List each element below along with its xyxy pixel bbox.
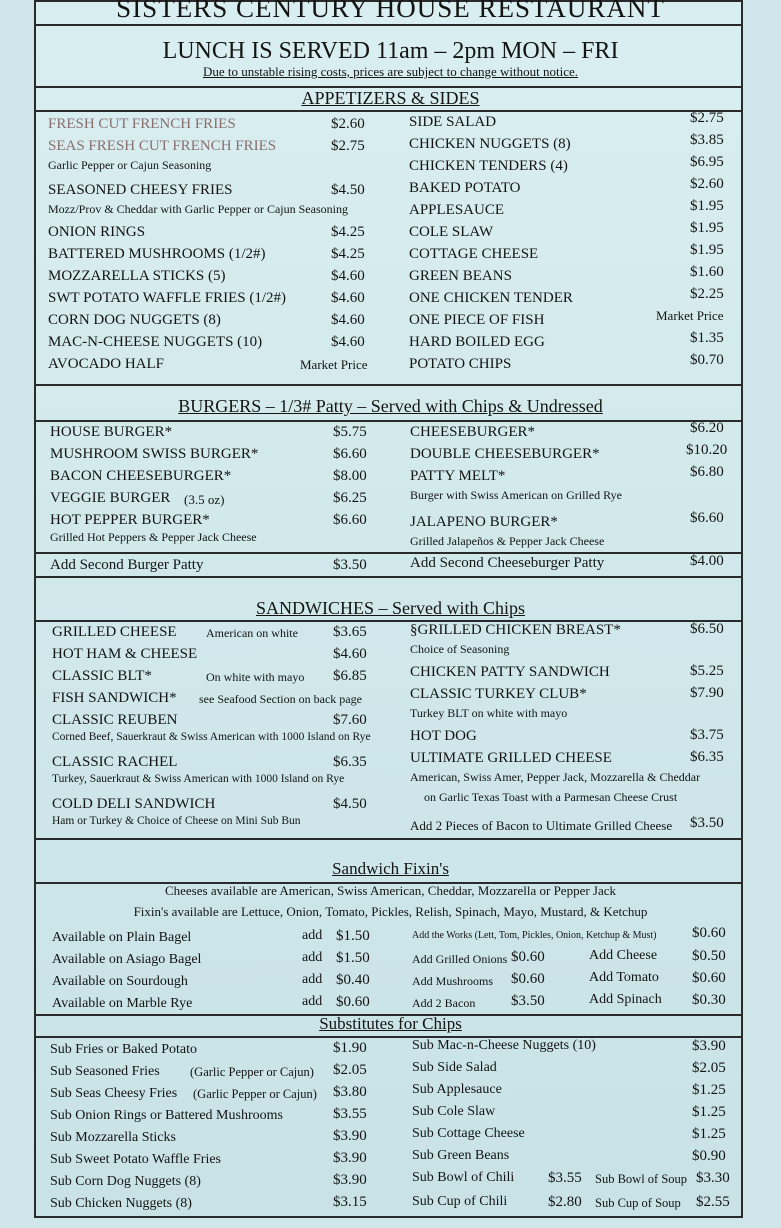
add-on-price: $0.30 [692, 992, 726, 1008]
menu-item-name: GRILLED CHEESE [52, 624, 177, 640]
bread-option-add: add [302, 994, 323, 1009]
add-on-name: Add 2 Bacon [412, 996, 476, 1010]
substitute-name: Sub Green Beans [412, 1148, 510, 1163]
menu-item-name: AVOCADO HALF [48, 356, 164, 372]
menu-item-price: $4.25 [331, 246, 365, 262]
menu-item-price: $6.60 [690, 510, 724, 526]
bread-option-price: $0.60 [336, 994, 370, 1010]
chili-price: $3.55 [548, 1170, 582, 1186]
menu-item-name: COLD DELI SANDWICH [52, 796, 216, 812]
substitute-name: Sub Onion Rings or Battered Mushrooms [50, 1108, 283, 1123]
menu-item-price: $1.95 [690, 220, 724, 236]
menu-item-name: FRESH CUT FRENCH FRIES [48, 116, 236, 132]
add-on-price: $0.60 [692, 970, 726, 986]
menu-item-price: $5.75 [333, 424, 367, 440]
menu-item-description: Mozz/Prov & Cheddar with Garlic Pepper or Cajun Seasoning [48, 202, 348, 216]
menu-item-name: HOT HAM & CHEESE [52, 646, 198, 662]
substitute-name: Sub Corn Dog Nuggets (8) [50, 1174, 201, 1189]
cheeses-available: Cheeses available are American, Swiss American, Cheddar, Mozzarella or Pepper Jack [164, 883, 617, 898]
substitute-name: Sub Side Salad [412, 1060, 497, 1075]
menu-item-name: Add 2 Pieces of Bacon to Ultimate Grilled Cheese [410, 818, 673, 833]
chili-name: Sub Cup of Chili [412, 1194, 508, 1209]
bread-option-add: add [302, 950, 323, 965]
add-burger-patty: Add Second Burger Patty [50, 557, 204, 573]
appetizers-title: APPETIZERS & SIDES [301, 88, 480, 108]
menu-item-name: VEGGIE BURGER [50, 490, 171, 506]
menu-item-price: Market Price [300, 357, 368, 372]
menu-item-price: $4.60 [331, 334, 365, 350]
menu-item-price: $6.50 [690, 621, 724, 637]
add-on-name: Add Tomato [589, 970, 659, 985]
soup-name: Sub Cup of Soup [595, 1196, 681, 1210]
menu-item-name: MUSHROOM SWISS BURGER* [50, 446, 259, 462]
substitute-name: Sub Fries or Baked Potato [50, 1042, 197, 1057]
menu-item-name: ULTIMATE GRILLED CHEESE [410, 750, 612, 766]
sandwiches-title: SANDWICHES – Served with Chips [256, 598, 525, 618]
menu-item-name: SEAS FRESH CUT FRENCH FRIES [48, 138, 277, 154]
menu-item-name: HOT DOG [410, 728, 477, 744]
substitutes-title: Substitutes for Chips [319, 1014, 462, 1033]
menu-item-name: BATTERED MUSHROOMS (1/2#) [48, 246, 266, 262]
menu-item-price: $10.20 [686, 442, 728, 458]
menu-item-price: $1.95 [690, 198, 724, 214]
substitute-name: Sub Chicken Nuggets (8) [50, 1196, 192, 1211]
menu-item-note: American on white [206, 626, 298, 640]
menu-item-note: On white with mayo [206, 670, 305, 684]
menu-item-name: COTTAGE CHEESE [409, 246, 539, 262]
bread-option-price: $1.50 [336, 950, 370, 966]
add-on-name: Add Grilled Onions [412, 952, 508, 966]
bread-option-add: add [302, 928, 323, 943]
menu-item-description: Garlic Pepper or Cajun Seasoning [48, 158, 212, 172]
menu-item-price: $1.60 [690, 264, 724, 280]
substitute-price: $2.05 [333, 1062, 367, 1078]
menu-item-name: ONION RINGS [48, 224, 146, 240]
divider [36, 1036, 741, 1038]
soup-price: $3.30 [696, 1170, 730, 1186]
substitute-price: $0.90 [692, 1148, 726, 1164]
menu-item-name: JALAPENO BURGER* [410, 514, 558, 530]
bread-option-name: Available on Sourdough [52, 974, 188, 989]
fixins-title: Sandwich Fixin's [332, 859, 449, 878]
menu-item-price: $6.25 [333, 490, 367, 506]
substitute-price: $3.90 [692, 1038, 726, 1054]
menu-item-description: Grilled Jalapeños & Pepper Jack Cheese [410, 534, 605, 548]
divider [36, 110, 741, 112]
divider [36, 24, 741, 26]
menu-item-name: POTATO CHIPS [409, 356, 512, 372]
add-cheeseburger-patty: Add Second Cheeseburger Patty [410, 555, 605, 571]
menu-item-name: HARD BOILED EGG [409, 334, 545, 350]
menu-item-price: $2.60 [690, 176, 724, 192]
add-on-price: $0.60 [511, 949, 545, 965]
add-the-works-price: $0.60 [692, 925, 726, 941]
menu-item-name: MAC-N-CHEESE NUGGETS (10) [48, 334, 263, 350]
menu-item-price: $4.60 [331, 290, 365, 306]
bread-option-price: $0.40 [336, 972, 370, 988]
menu-item-description: American, Swiss Amer, Pepper Jack, Mozzarella & Cheddar [410, 770, 701, 784]
divider [36, 576, 741, 578]
chili-name: Sub Bowl of Chili [412, 1170, 515, 1185]
menu-item-price: $6.60 [333, 512, 367, 528]
substitute-price: $2.05 [692, 1060, 726, 1076]
menu-item-name: APPLESAUCE [409, 202, 505, 218]
menu-item-price: $4.60 [331, 312, 365, 328]
substitute-name: Sub Sweet Potato Waffle Fries [50, 1152, 222, 1167]
menu-item-price: $2.25 [690, 286, 724, 302]
substitute-price: $3.15 [333, 1194, 367, 1210]
substitute-price: $3.90 [333, 1150, 367, 1166]
substitute-price: $1.25 [692, 1082, 726, 1098]
menu-item-price: $1.95 [690, 242, 724, 258]
menu-item-name: SWT POTATO WAFFLE FRIES (1/2#) [48, 290, 286, 306]
bread-option-price: $1.50 [336, 928, 370, 944]
menu-item-price: Market Price [656, 308, 724, 323]
menu-item-name: BACON CHEESEBURGER* [50, 468, 232, 484]
menu-item-price: $6.95 [690, 154, 724, 170]
menu-item-name: CHICKEN NUGGETS (8) [409, 136, 571, 152]
bread-option-add: add [302, 972, 323, 987]
menu-sheet [34, 0, 743, 1218]
substitute-name: Sub Cottage Cheese [412, 1126, 525, 1141]
substitute-price: $1.25 [692, 1126, 726, 1142]
burgers-title: BURGERS – 1/3# Patty – Served with Chips & Undressed [178, 396, 603, 416]
restaurant-name: SISTERS CENTURY HOUSE RESTAURANT [116, 0, 665, 23]
soup-price: $2.55 [696, 1194, 730, 1210]
menu-item-note: see Seafood Section on back page [199, 692, 362, 706]
menu-item-name: CORN DOG NUGGETS (8) [48, 312, 221, 328]
menu-item-description: on Garlic Texas Toast with a Parmesan Cheese Crust [424, 790, 678, 804]
substitute-note: (Garlic Pepper or Cajun) [190, 1065, 314, 1079]
add-on-price: $3.50 [511, 993, 545, 1009]
menu-item-name: HOUSE BURGER* [50, 424, 173, 440]
menu-item-name: CLASSIC REUBEN [52, 712, 178, 728]
lunch-hours: LUNCH IS SERVED 11am – 2pm MON – FRI [162, 38, 619, 64]
add-on-price: $0.50 [692, 948, 726, 964]
add-on-name: Add Cheese [589, 948, 658, 963]
add-on-name: Add Mushrooms [412, 974, 494, 988]
substitute-price: $3.55 [333, 1106, 367, 1122]
bread-option-name: Available on Marble Rye [52, 996, 193, 1011]
add-burger-patty-price: $3.50 [333, 557, 367, 573]
menu-item-price: $3.85 [690, 132, 724, 148]
substitute-price: $3.80 [333, 1084, 367, 1100]
substitute-name: Sub Seas Cheesy Fries [50, 1086, 178, 1101]
substitute-name: Sub Applesauce [412, 1082, 502, 1097]
menu-item-description: Corned Beef, Sauerkraut & Swiss American with 1000 Island on Rye [52, 731, 371, 743]
menu-item-description: Choice of Seasoning [410, 642, 510, 656]
substitute-price: $1.25 [692, 1104, 726, 1120]
menu-item-name: ONE CHICKEN TENDER [409, 290, 573, 306]
menu-item-price: $1.35 [690, 330, 724, 346]
menu-item-name: PATTY MELT* [410, 468, 506, 484]
menu-item-name: BAKED POTATO [409, 180, 521, 196]
divider [36, 620, 741, 622]
menu-item-price: $2.60 [331, 116, 365, 132]
menu-item-price: $2.75 [331, 138, 365, 154]
menu-item-price: $4.50 [333, 796, 367, 812]
menu-item-price: $3.75 [690, 727, 724, 743]
menu-item-description: Grilled Hot Peppers & Pepper Jack Cheese [50, 530, 257, 544]
menu-item-price: $2.75 [690, 110, 724, 126]
substitute-price: $3.90 [333, 1172, 367, 1188]
menu-item-price: $4.60 [331, 268, 365, 284]
price-notice: Due to unstable rising costs, prices are subject to change without notice. [202, 64, 579, 79]
menu-item-name: SEASONED CHEESY FRIES [48, 182, 233, 198]
menu-item-description: Burger with Swiss American on Grilled Rye [410, 488, 622, 502]
menu-item-name: CLASSIC RACHEL [52, 754, 178, 770]
menu-item-name: CHICKEN TENDERS (4) [409, 158, 568, 174]
add-cheeseburger-patty-price: $4.00 [690, 553, 724, 569]
chili-price: $2.80 [548, 1194, 582, 1210]
menu-item-name: GREEN BEANS [409, 268, 512, 284]
menu-item-name: §GRILLED CHICKEN BREAST* [410, 622, 621, 638]
menu-item-price: $6.35 [690, 749, 724, 765]
menu-item-price: $6.80 [690, 464, 724, 480]
menu-item-price: $4.60 [333, 646, 367, 662]
fixins-available: Fixin's available are Lettuce, Onion, Tomato, Pickles, Relish, Spinach, Mayo, Mustard, & Ketchup [133, 904, 648, 919]
menu-item-name: HOT PEPPER BURGER* [50, 512, 210, 528]
menu-item-price: $6.60 [333, 446, 367, 462]
menu-item-description: Turkey BLT on white with mayo [410, 706, 568, 720]
menu-item-description: Turkey, Sauerkraut & Swiss American with 1000 Island on Rye [52, 773, 345, 785]
add-on-price: $0.60 [511, 971, 545, 987]
menu-item-price: $6.85 [333, 668, 367, 684]
divider [36, 552, 741, 554]
menu-item-description: Ham or Turkey & Choice of Cheese on Mini Sub Bun [52, 815, 301, 827]
add-the-works: Add the Works (Lett, Tom, Pickles, Onion, Ketchup & Must) [412, 930, 657, 941]
menu-item-price: $5.25 [690, 663, 724, 679]
menu-item-price: $7.90 [690, 685, 724, 701]
substitute-name: Sub Seasoned Fries [50, 1064, 160, 1079]
substitute-price: $3.90 [333, 1128, 367, 1144]
menu-item-price: $0.70 [690, 352, 724, 368]
bread-option-name: Available on Plain Bagel [52, 930, 192, 945]
substitute-note: (Garlic Pepper or Cajun) [193, 1087, 317, 1101]
divider [36, 384, 741, 386]
menu-item-name: MOZZARELLA STICKS (5) [48, 268, 226, 284]
menu-item-name: SIDE SALAD [409, 114, 497, 130]
menu-item-name: CLASSIC BLT* [52, 668, 152, 684]
menu-item-price: $6.20 [690, 420, 724, 436]
menu-item-price: $4.50 [331, 182, 365, 198]
divider [36, 420, 741, 422]
substitute-name: Sub Mozzarella Sticks [50, 1130, 176, 1145]
menu-item-price: $3.50 [690, 815, 724, 831]
substitute-price: $1.90 [333, 1040, 367, 1056]
menu-item-name: ONE PIECE OF FISH [409, 312, 545, 328]
menu-item-price: $8.00 [333, 468, 367, 484]
menu-item-price: $4.25 [331, 224, 365, 240]
menu-item-name: COLE SLAW [409, 224, 494, 240]
menu-item-name: FISH SANDWICH* [52, 690, 177, 706]
bread-option-name: Available on Asiago Bagel [52, 952, 202, 967]
menu-item-name: CHICKEN PATTY SANDWICH [410, 664, 610, 680]
menu-item-name: CLASSIC TURKEY CLUB* [410, 686, 587, 702]
menu-item-name: DOUBLE CHEESEBURGER* [410, 446, 600, 462]
add-on-name: Add Spinach [589, 992, 662, 1007]
menu-item-price: $3.65 [333, 624, 367, 640]
substitute-name: Sub Mac-n-Cheese Nuggets (10) [412, 1038, 596, 1053]
menu-item-note: (3.5 oz) [184, 492, 225, 507]
substitute-name: Sub Cole Slaw [412, 1104, 496, 1119]
menu-item-price: $7.60 [333, 712, 367, 728]
menu-item-price: $6.35 [333, 754, 367, 770]
menu-item-name: CHEESEBURGER* [410, 424, 536, 440]
divider [36, 838, 741, 840]
soup-name: Sub Bowl of Soup [595, 1172, 688, 1186]
